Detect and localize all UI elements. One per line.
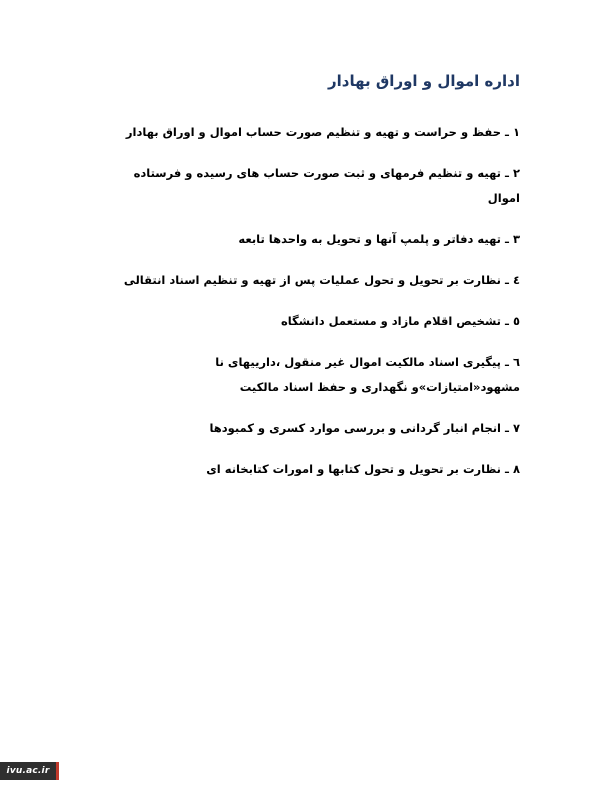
item-number: ٤	[512, 273, 520, 287]
item-number: ۱	[512, 125, 520, 139]
list-item	[105, 161, 520, 211]
list-item	[105, 120, 520, 145]
item-text: انجام انبار گردانی و بررسی موارد کسری و کمبودها	[209, 421, 501, 435]
item-separator: ـ	[505, 166, 509, 180]
list-item	[105, 227, 520, 252]
item-separator: ـ	[505, 314, 509, 328]
list-item	[105, 309, 520, 334]
item-text: تهیه دفاتر و پلمپ آنها و تحویل به واحدها تابعه	[238, 232, 501, 246]
section-heading: اداره اموال و اوراق بهادار	[328, 72, 520, 90]
list-item	[105, 268, 520, 293]
item-number: ۳	[512, 232, 520, 246]
watermark-text: ivu.ac.ir	[6, 766, 50, 776]
list-item	[105, 350, 520, 400]
list-item	[105, 416, 520, 441]
item-text: پیگیری اسناد مالکیت اموال غیر منقول ،دارییهای نا مشهود«امتیازات»و نگهداری و حفظ اسناد مالکیت	[215, 355, 520, 394]
item-separator: ـ	[505, 125, 509, 139]
item-text: تشخیص اقلام مازاد و مستعمل دانشگاه	[280, 314, 501, 328]
item-separator: ـ	[505, 462, 509, 476]
item-separator: ـ	[505, 273, 509, 287]
duties-list	[105, 120, 520, 498]
item-text: نظارت بر تحویل و تحول کتابها و امورات کتابخانه ای	[206, 462, 501, 476]
item-text: تهیه و تنظیم فرمهای و ثبت صورت حساب های رسیده و فرستاده اموال	[133, 166, 520, 205]
item-number: ٦	[512, 355, 520, 369]
item-number: ۸	[512, 462, 520, 476]
site-watermark	[0, 762, 59, 780]
list-item	[105, 457, 520, 482]
item-text: نظارت بر تحویل و تحول عملیات پس از تهیه و تنظیم اسناد انتقالی	[123, 273, 501, 287]
item-separator: ـ	[505, 355, 509, 369]
item-separator: ـ	[505, 232, 509, 246]
item-number: ٥	[512, 314, 520, 328]
item-text: حفظ و حراست و تهیه و تنظیم صورت حساب اموال و اوراق بهادار	[125, 125, 501, 139]
item-separator: ـ	[505, 421, 509, 435]
item-number: ۷	[512, 421, 520, 435]
item-number: ۲	[512, 166, 520, 180]
